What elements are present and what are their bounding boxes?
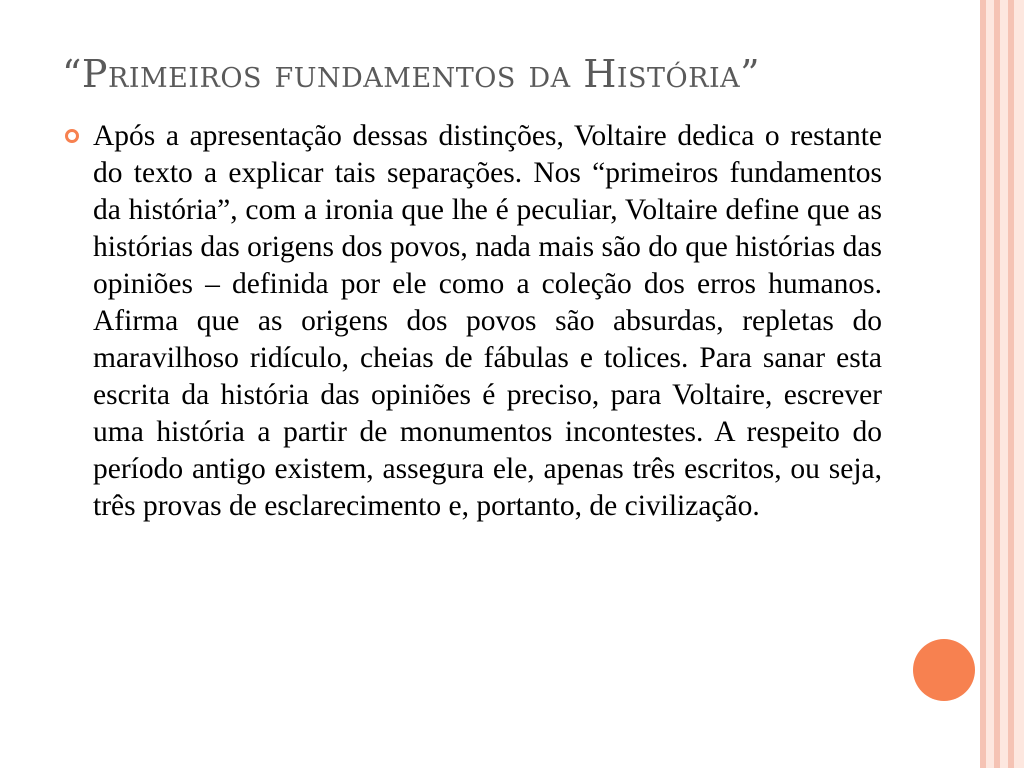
bullet-item bbox=[62, 118, 882, 525]
slide-title: “Primeiros fundamentos da História” bbox=[62, 52, 761, 96]
decorative-stripe bbox=[986, 0, 994, 768]
decorative-circle bbox=[913, 639, 975, 701]
decorative-stripe bbox=[1000, 0, 1008, 768]
ring-bullet-icon bbox=[65, 129, 79, 143]
slide-body bbox=[62, 118, 882, 525]
decorative-stripe bbox=[1014, 0, 1024, 768]
bullet-text: Após a apresentação dessas distinções, Voltaire dedica o restante do texto a explicar tais separações. Nos “primeiros fundamentos da história”, com a ironia que lhe é peculiar, Voltaire define que as histórias das origens dos povos, nada mais são do que histórias das opiniões – definida por ele como a coleção dos erros humanos. Afirma que as origens dos povos são absurdas, repletas do maravilhoso ridículo, cheias de fábulas e tolices. Para sanar esta escrita da história das opiniões é preciso, para Voltaire, escrever uma história a partir de monumentos incontestes. A respeito do período antigo existem, assegura ele, apenas três escritos, ou seja, três provas de esclarecimento e, portanto, de civilização. bbox=[93, 120, 882, 522]
